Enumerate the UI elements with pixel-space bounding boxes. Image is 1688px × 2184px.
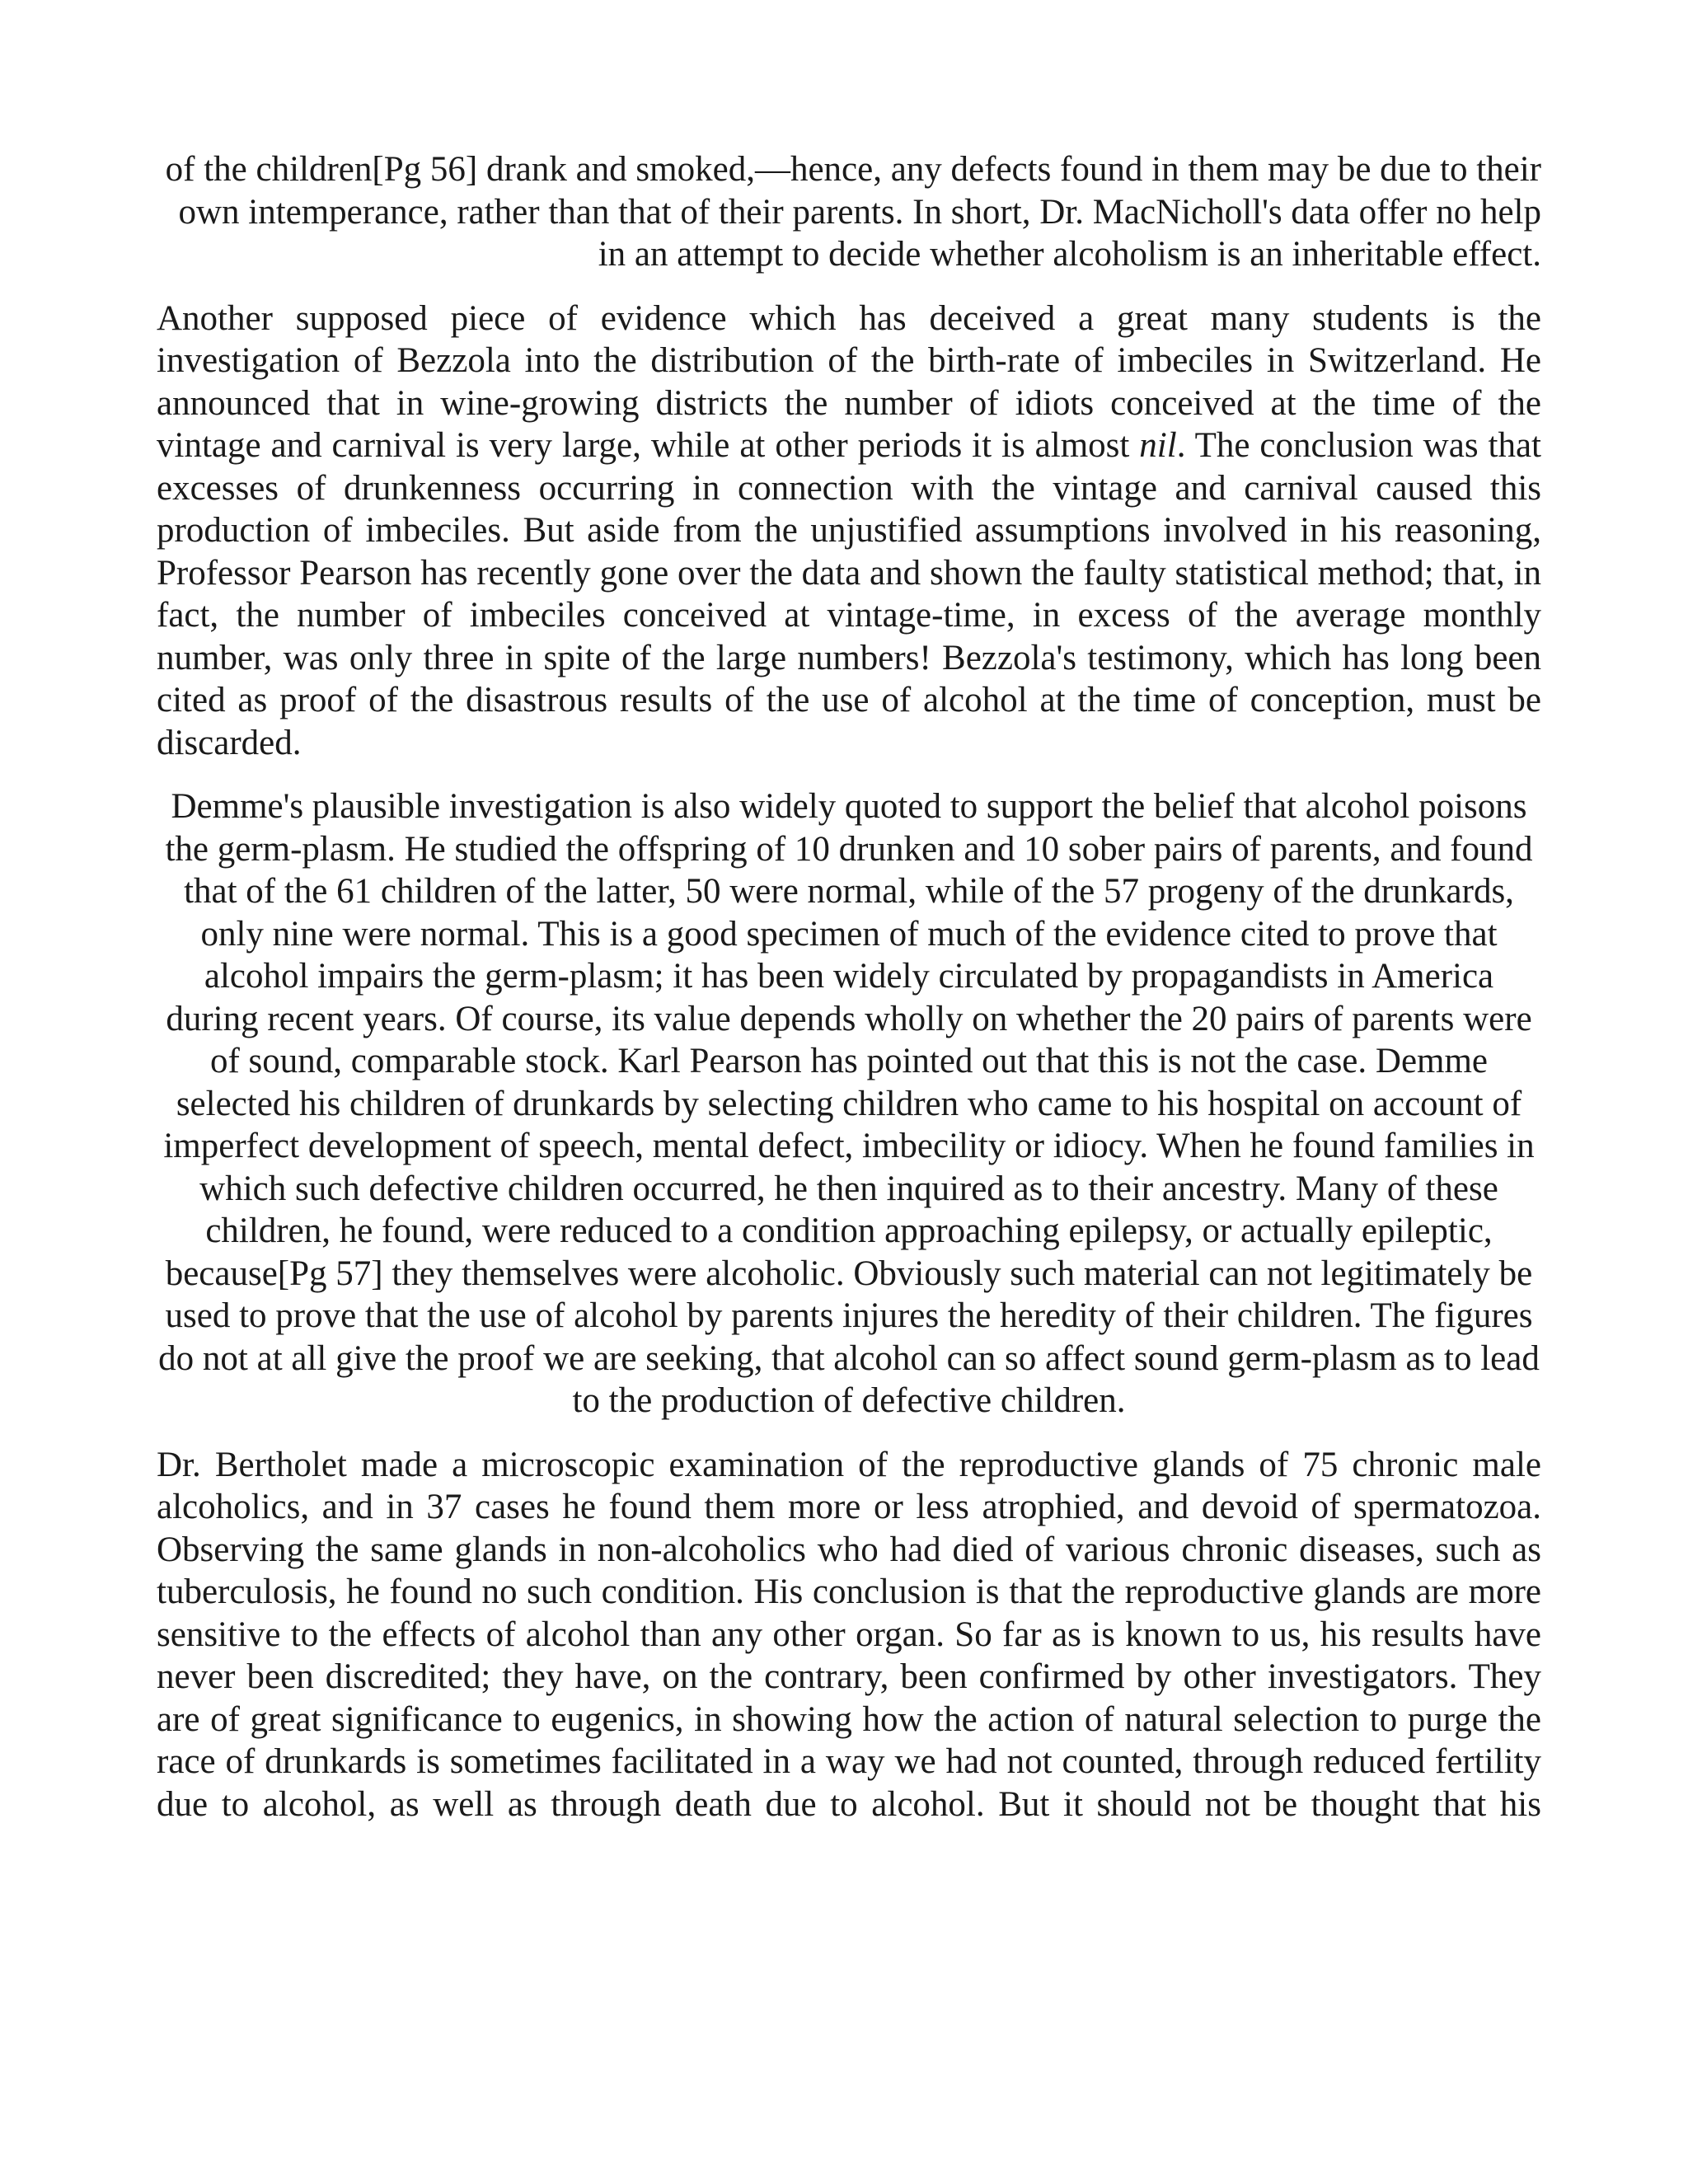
paragraph-demme: Demme's plausible investigation is also widely quoted to support the belief that alcohol poisons the germ-plasm. He studied the offspring of 10 drunken and 10 sober pairs of parents, and found that of the 61 children of the latter, 50 were normal, while of the 57 progeny of the drunkards, only nine were normal. This is a good specimen of much of the evidence cited to prove that alcohol impairs the germ-plasm; it has been widely circulated by propagandists in America during recent years. Of course, its value depends wholly on whether the 20 pairs of parents were of sound, comparable stock. Karl Pearson has pointed out that this is not the case. Demme selected his children of drunkards by selecting children who came to his hospital on account of imperfect development of speech, mental defect, imbecility or idiocy. When he found families in which such defective children occurred, he then inquired as to their ancestry. Many of these children, he found, were reduced to a condition approaching epilepsy, or actually epileptic, because[Pg 57] they themselves were alcoholic. Obviously such material can not legitimately be used to prove that the use of alcohol by parents injures the heredity of their children. The figures do not at all give the proof we are seeking, that alcohol can so affect sound germ-plasm as to lead to the production of defective children. [158, 787, 1540, 1420]
paragraph-macnicholl-conclusion: of the children[Pg 56] drank and smoked,—hence, any defects found in them may be due to their own intemperance, rather than that of their parents. In short, Dr. MacNicholl's data offer no help in an attempt to decide whether alcoholism is an inheritable effect. [165, 150, 1541, 274]
paragraph-bezzola-end: . The conclusion was that excesses of drunkenness occurring in connection with the vintage and carnival caused this production of imbeciles. But aside from the unjustified assumptions involved in his reasoning, Professor Pearson has recently gone over the data and shown the faulty statistical method; that, in fact, the number of imbeciles conceived at vintage-time, in excess of the average monthly number, was only three in spite of the large numbers! Bezzola's testimony, which has long been cited as proof of the disastrous results of the use of alcohol at the time of conception, must be discarded. [157, 426, 1541, 762]
document-page [157, 148, 1541, 1847]
paragraph-bertholet: Dr. Bertholet made a microscopic examination of the reproductive glands of 75 chronic male alcoholics, and in 37 cases he found them more or less atrophied, and devoid of spermatozoa. Observing the same glands in non-alcoholics who had died of various chronic diseases, such as tuberculosis, he found no such condition. His conclusion is that the reproductive glands are more sensitive to the effects of alcohol than any other organ. So far as is known to us, his results have never been discredited; they have, on the contrary, been confirmed by other investigators. They are of great significance to eugenics, in showing how the action of natural selection to purge the race of drunkards is sometimes facilitated in a way we had not counted, through reduced fertility due to alcohol, as well as through death due to alcohol. But it should not be thought that his [157, 1445, 1541, 1824]
paragraph-bezzola-italic-term: nil [1139, 426, 1177, 465]
paragraph-bezzola [157, 298, 1541, 765]
paragraph-bezzola-start: Another supposed piece of evidence which has deceived a great many students is the investigation of Bezzola into the distribution of the birth-rate of imbeciles in Switzerland. He announced that in wine-growing districts the number of idiots conceived at the time of the vintage and carnival is very large, while at other periods it is almost [157, 298, 1541, 465]
